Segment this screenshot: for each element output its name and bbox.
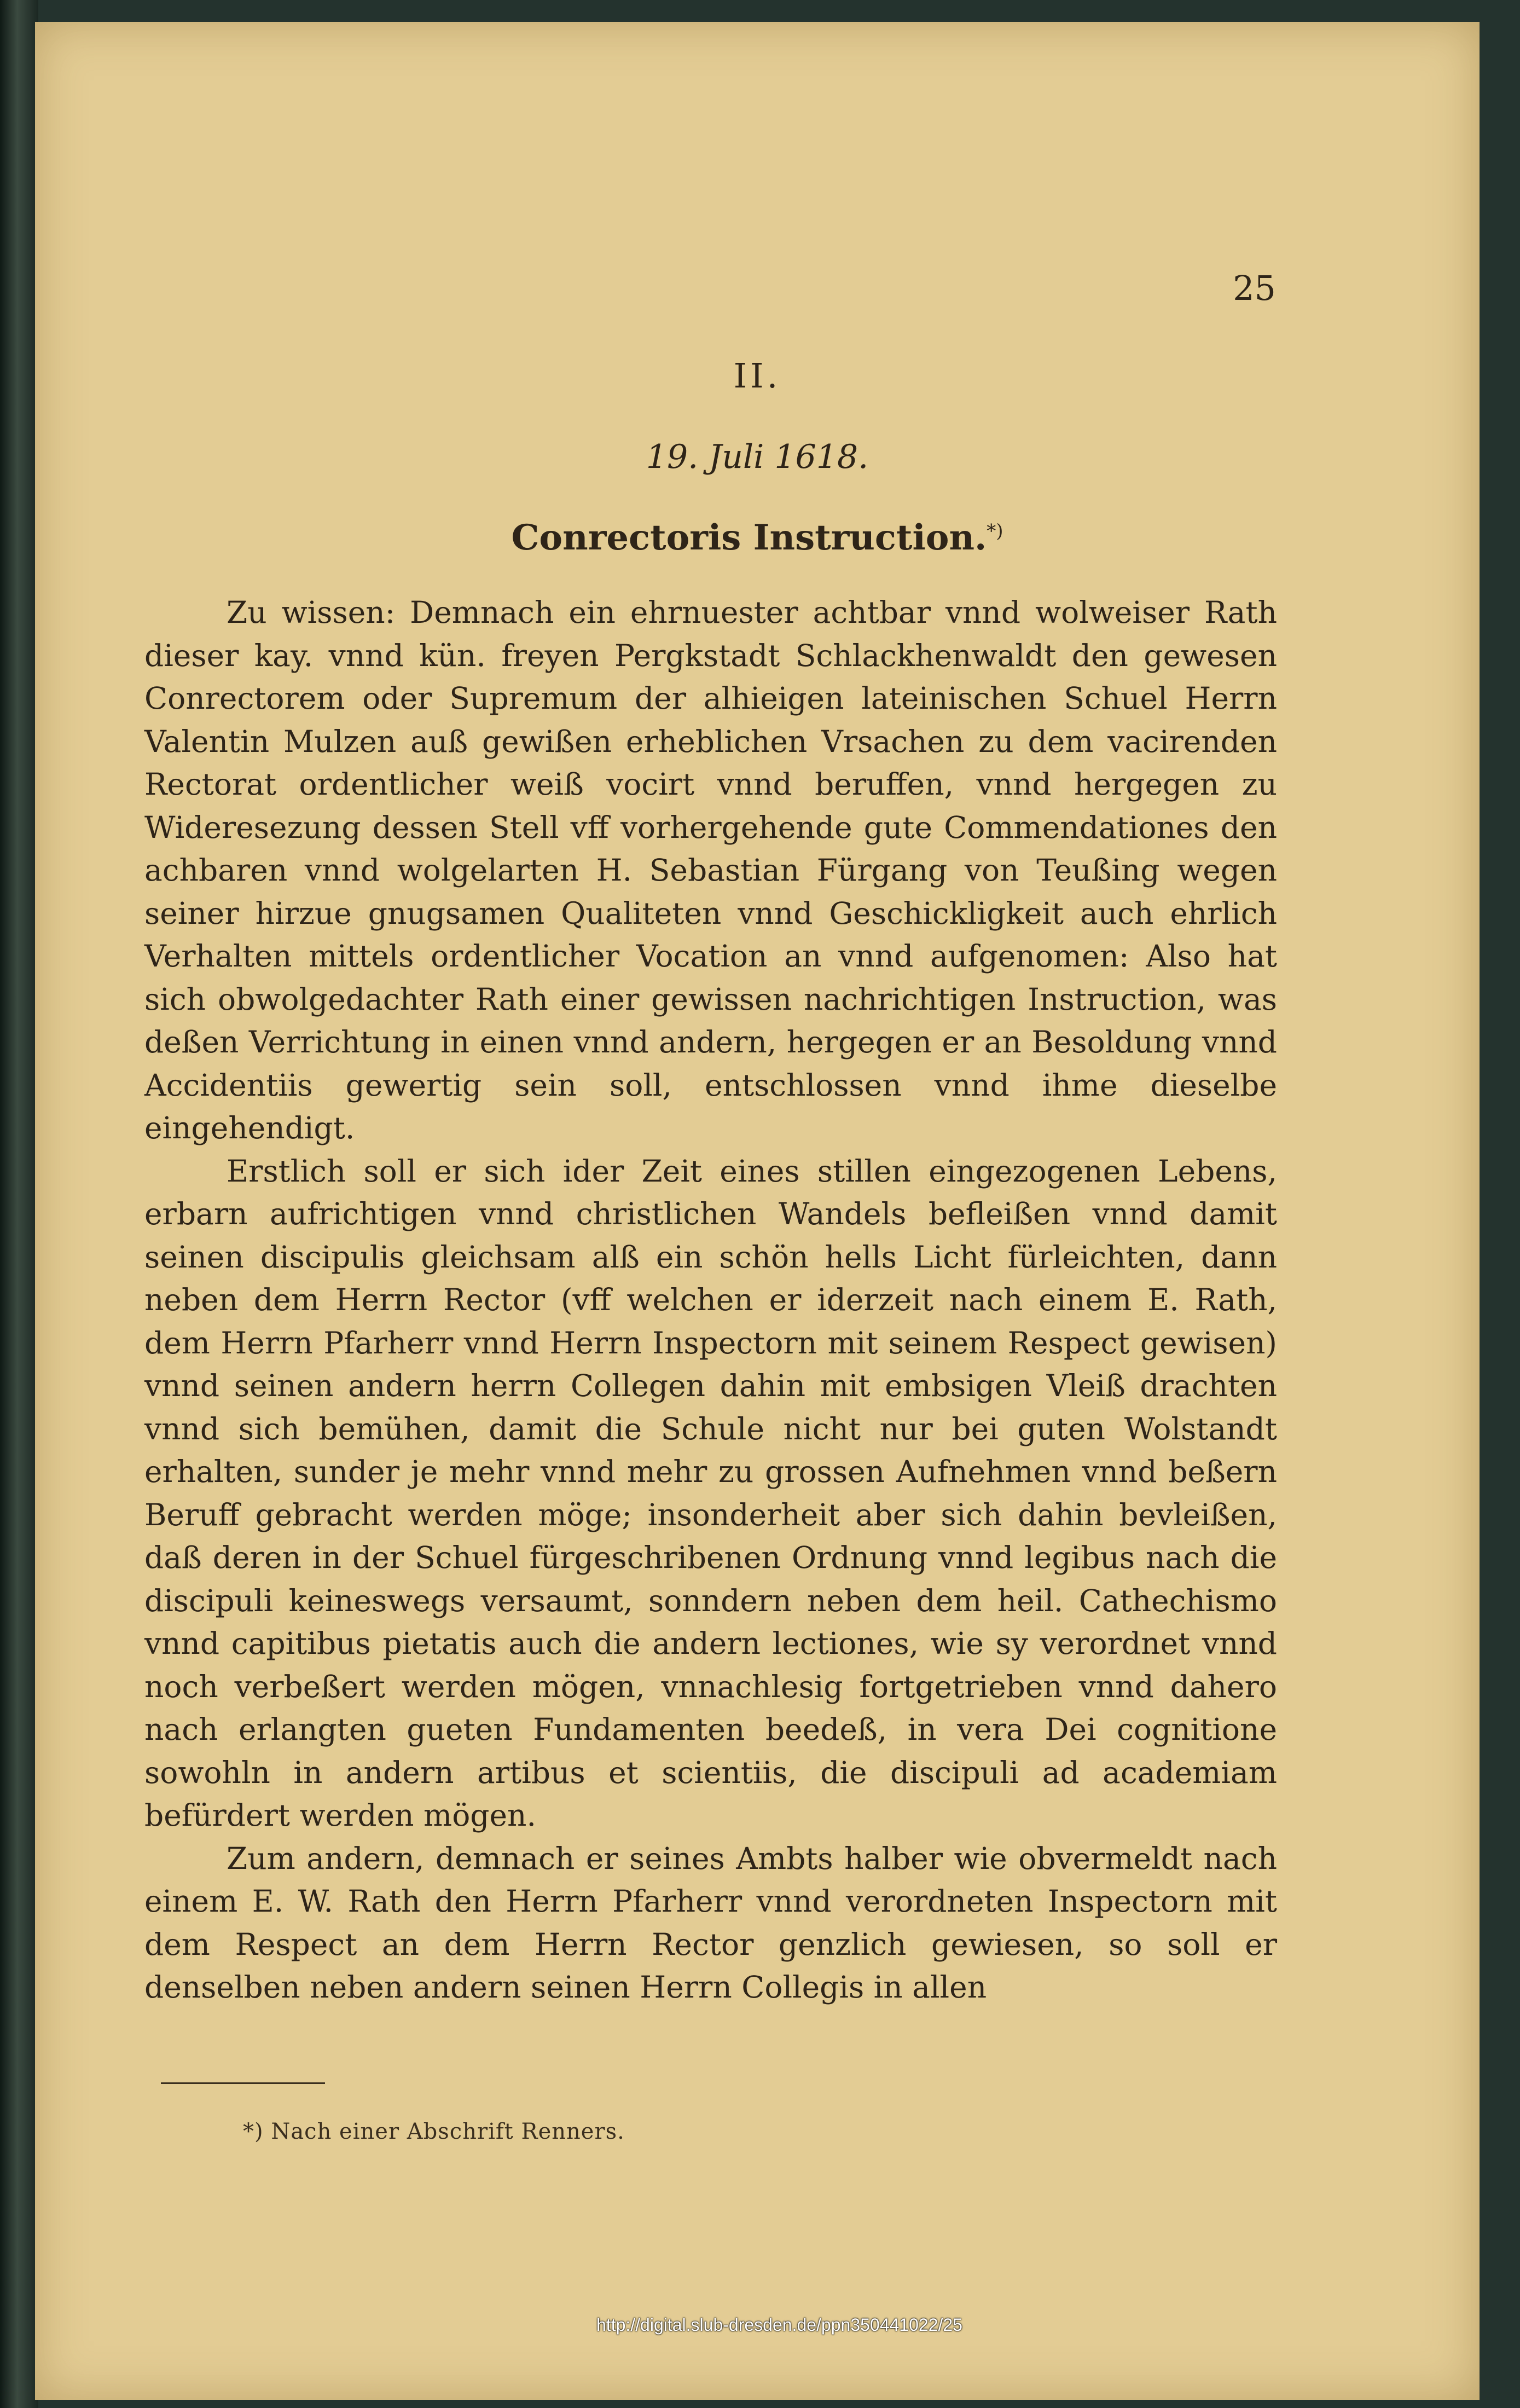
title-footnote-mark: *) [987,520,1003,542]
book-spine [0,0,38,2408]
paragraph-2: Erstlich soll er sich ider Zeit eines stillen eingezogenen Lebens, erbarn aufrichtigen vnnd christlichen Wandels befleißen vnnd damit seinen discipulis gleichsam alß ein schön hells Licht fürleichten, dann neben dem Herrn Rector (vff welchen er iderzeit nach einem E. Rath, dem Herrn Pfarherr vnnd Herrn Inspectorn mit seinem Respect gewisen) vnnd seinen andern herrn Collegen dahin mit embsigen Vleiß drachten vnnd sich bemühen, damit die Schule nicht nur bei guten Wolstandt erhalten, sunder je mehr vnnd mehr zu grossen Aufnehmen vnnd beßern Beruff gebracht werden möge; insonderheit aber sich dahin bevleißen, daß deren in der Schuel fürgeschribenen Ordnung vnnd legibus nach die discipuli keineswegs versaumt, sonndern neben dem heil. Cathechismo vnnd capitibus pietatis auch die andern lectiones, wie sy verordnet vnnd noch verbeßert werden mögen, vnnachlesig fortgetrieben vnnd dahero nach erlangten gueten Fundamenten beedeß, in vera Dei cognitione sowohln in andern artibus et scientiis, die discipuli ad academiam befürdert werden mögen. [144,1153,1277,1833]
document-title-text: Conrectoris Instruction. [511,517,987,558]
section-number: II. [733,356,781,396]
source-url: http://digital.slub-dresden.de/ppn350441022/25 [596,2315,962,2335]
paragraph-3: Zum andern, demnach er seines Ambts halber wie obvermeldt nach einem E. W. Rath den Herrn Pfarherr vnnd verordneten Inspectorn mit dem Respect an dem Herrn Rector genzlich gewiesen, so soll er denselben neben andern seinen Herrn Collegis in allen [144,1840,1277,2005]
page-text-layer [35,22,1480,2400]
paragraph-1: Zu wissen: Demnach ein ehrnuester achtbar vnnd wolweiser Rath dieser kay. vnnd kün. freyen Pergkstadt Schlackhenwaldt den gewesen Conrectorem oder Supremum der alhieigen lateinischen Schuel Herrn Valentin Mulzen auß gewißen erheblichen Vrsachen zu dem vacirenden Rectorat ordentlicher weiß vocirt vnnd beruffen, vnnd hergegen zu Wideresezung dessen Stell vff vorhergehende gute Commendationes den achbaren vnnd wolgelarten H. Sebastian Fürgang von Teußing wegen seiner hirzue gnugsamen Qualiteten vnnd Geschickligkeit auch ehrlich Verhalten mittels ordentlicher Vocation an vnnd aufgenomen: Also hat sich obwolgedachter Rath einer gewissen nachrichtigen Instruction, was deßen Verrichtung in einen vnnd andern, hergegen er an Besoldung vnnd Accidentiis gewertig sein soll, entschlossen vnnd ihme dieselbe eingehendigt. [144,595,1277,1145]
book-page [35,22,1480,2400]
document-title [35,517,1480,558]
page-number: 25 [1233,268,1276,308]
footnote: *) Nach einer Abschrift Renners. [243,2119,625,2144]
body-text [144,591,1277,2009]
footnote-rule [161,2082,325,2084]
document-date: 19. Juli 1618. [646,438,869,476]
